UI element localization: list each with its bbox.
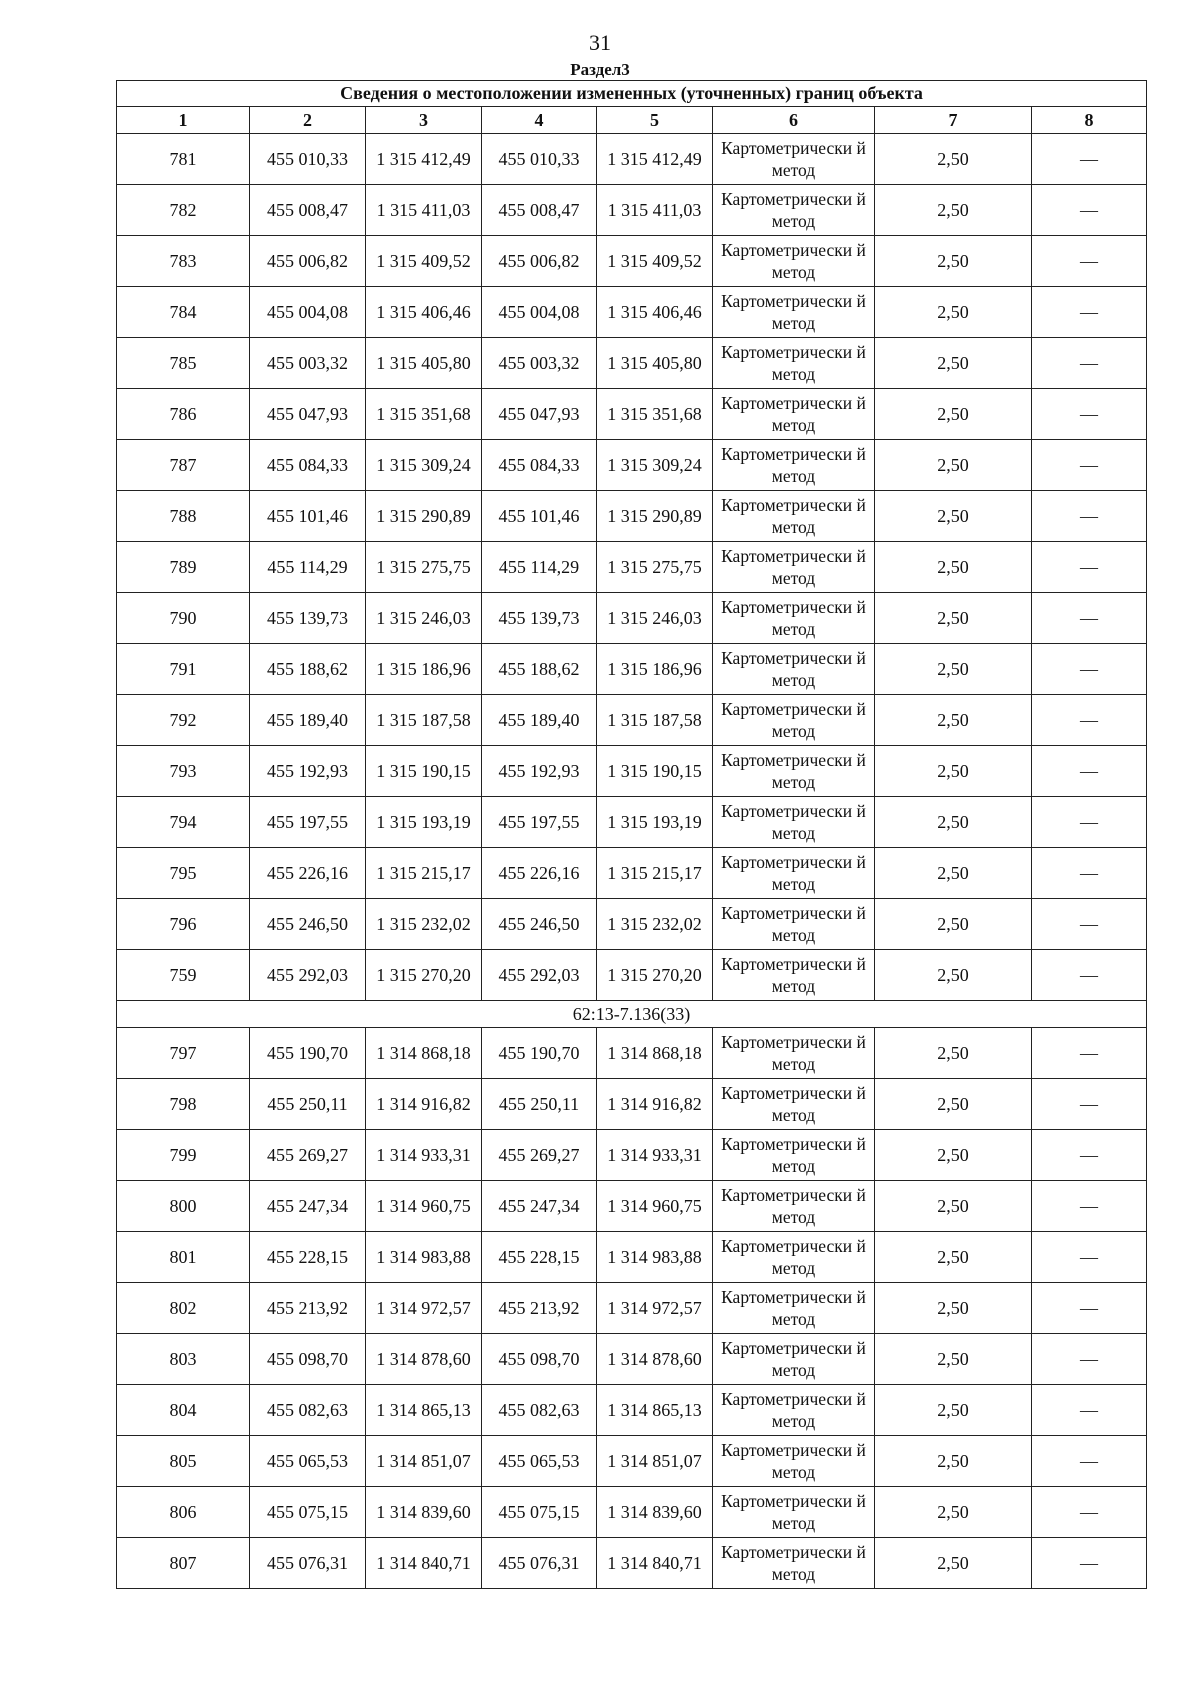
- table-row: [117, 542, 1147, 593]
- table-row: [117, 1538, 1147, 1589]
- method-cell: Картометрически й метод: [713, 695, 875, 746]
- point-number-cell: 791: [117, 644, 250, 695]
- point-number-cell: 803: [117, 1334, 250, 1385]
- accuracy-cell: 2,50: [875, 1538, 1032, 1589]
- x-existing-cell: 455 004,08: [250, 287, 366, 338]
- description-cell: —: [1032, 1130, 1147, 1181]
- method-cell: Картометрически й метод: [713, 1130, 875, 1181]
- description-cell: —: [1032, 746, 1147, 797]
- column-number-row: [117, 107, 1147, 134]
- description-cell: —: [1032, 1487, 1147, 1538]
- x-existing-cell: 455 250,11: [250, 1079, 366, 1130]
- point-number-cell: 806: [117, 1487, 250, 1538]
- accuracy-cell: 2,50: [875, 644, 1032, 695]
- method-cell: Картометрически й метод: [713, 1181, 875, 1232]
- y-new-cell: 1 315 193,19: [597, 797, 713, 848]
- x-existing-cell: 455 269,27: [250, 1130, 366, 1181]
- y-existing-cell: 1 315 351,68: [366, 389, 482, 440]
- x-new-cell: 455 047,93: [482, 389, 597, 440]
- x-new-cell: 455 228,15: [482, 1232, 597, 1283]
- column-header: 8: [1032, 107, 1147, 134]
- point-number-cell: 789: [117, 542, 250, 593]
- x-new-cell: 455 075,15: [482, 1487, 597, 1538]
- method-cell: Картометрически й метод: [713, 1538, 875, 1589]
- method-cell: Картометрически й метод: [713, 185, 875, 236]
- description-cell: —: [1032, 848, 1147, 899]
- y-existing-cell: 1 315 187,58: [366, 695, 482, 746]
- description-cell: —: [1032, 1538, 1147, 1589]
- method-cell: Картометрически й метод: [713, 491, 875, 542]
- accuracy-cell: 2,50: [875, 1487, 1032, 1538]
- method-cell: Картометрически й метод: [713, 950, 875, 1001]
- x-new-cell: 455 003,32: [482, 338, 597, 389]
- column-header: 2: [250, 107, 366, 134]
- x-existing-cell: 455 003,32: [250, 338, 366, 389]
- accuracy-cell: 2,50: [875, 542, 1032, 593]
- point-number-cell: 798: [117, 1079, 250, 1130]
- y-new-cell: 1 315 290,89: [597, 491, 713, 542]
- x-new-cell: 455 190,70: [482, 1028, 597, 1079]
- x-new-cell: 455 213,92: [482, 1283, 597, 1334]
- column-header: 4: [482, 107, 597, 134]
- point-number-cell: 792: [117, 695, 250, 746]
- x-existing-cell: 455 188,62: [250, 644, 366, 695]
- y-existing-cell: 1 315 193,19: [366, 797, 482, 848]
- accuracy-cell: 2,50: [875, 848, 1032, 899]
- accuracy-cell: 2,50: [875, 593, 1032, 644]
- x-new-cell: 455 269,27: [482, 1130, 597, 1181]
- y-new-cell: 1 315 232,02: [597, 899, 713, 950]
- accuracy-cell: 2,50: [875, 1079, 1032, 1130]
- y-existing-cell: 1 315 405,80: [366, 338, 482, 389]
- description-cell: —: [1032, 1385, 1147, 1436]
- accuracy-cell: 2,50: [875, 440, 1032, 491]
- point-number-cell: 790: [117, 593, 250, 644]
- accuracy-cell: 2,50: [875, 1181, 1032, 1232]
- x-existing-cell: 455 228,15: [250, 1232, 366, 1283]
- description-cell: —: [1032, 1283, 1147, 1334]
- x-existing-cell: 455 075,15: [250, 1487, 366, 1538]
- method-cell: Картометрически й метод: [713, 746, 875, 797]
- description-cell: —: [1032, 338, 1147, 389]
- table-row: [117, 797, 1147, 848]
- description-cell: —: [1032, 644, 1147, 695]
- table-body: [117, 81, 1147, 1589]
- table-row: [117, 1028, 1147, 1079]
- description-cell: —: [1032, 440, 1147, 491]
- y-new-cell: 1 314 972,57: [597, 1283, 713, 1334]
- point-number-cell: 796: [117, 899, 250, 950]
- table-row: [117, 950, 1147, 1001]
- method-cell: Картометрически й метод: [713, 440, 875, 491]
- x-existing-cell: 455 114,29: [250, 542, 366, 593]
- y-new-cell: 1 315 215,17: [597, 848, 713, 899]
- y-new-cell: 1 315 412,49: [597, 134, 713, 185]
- y-new-cell: 1 315 275,75: [597, 542, 713, 593]
- method-cell: Картометрически й метод: [713, 338, 875, 389]
- description-cell: —: [1032, 1079, 1147, 1130]
- x-existing-cell: 455 197,55: [250, 797, 366, 848]
- y-existing-cell: 1 315 275,75: [366, 542, 482, 593]
- y-existing-cell: 1 314 933,31: [366, 1130, 482, 1181]
- x-new-cell: 455 188,62: [482, 644, 597, 695]
- accuracy-cell: 2,50: [875, 287, 1032, 338]
- description-cell: —: [1032, 236, 1147, 287]
- y-existing-cell: 1 314 983,88: [366, 1232, 482, 1283]
- point-number-cell: 797: [117, 1028, 250, 1079]
- y-new-cell: 1 314 960,75: [597, 1181, 713, 1232]
- x-existing-cell: 455 065,53: [250, 1436, 366, 1487]
- point-number-cell: 785: [117, 338, 250, 389]
- y-existing-cell: 1 314 960,75: [366, 1181, 482, 1232]
- y-new-cell: 1 315 406,46: [597, 287, 713, 338]
- y-new-cell: 1 314 933,31: [597, 1130, 713, 1181]
- x-new-cell: 455 192,93: [482, 746, 597, 797]
- table-row: [117, 1079, 1147, 1130]
- page-number: 31: [589, 30, 611, 55]
- x-existing-cell: 455 076,31: [250, 1538, 366, 1589]
- method-cell: Картометрически й метод: [713, 1487, 875, 1538]
- description-cell: —: [1032, 695, 1147, 746]
- column-header: 5: [597, 107, 713, 134]
- accuracy-cell: 2,50: [875, 695, 1032, 746]
- point-number-cell: 781: [117, 134, 250, 185]
- x-new-cell: 455 101,46: [482, 491, 597, 542]
- method-cell: Картометрически й метод: [713, 593, 875, 644]
- table-row: [117, 491, 1147, 542]
- x-existing-cell: 455 047,93: [250, 389, 366, 440]
- description-cell: —: [1032, 287, 1147, 338]
- description-cell: —: [1032, 185, 1147, 236]
- description-cell: —: [1032, 1232, 1147, 1283]
- table-row: [117, 134, 1147, 185]
- y-new-cell: 1 315 411,03: [597, 185, 713, 236]
- y-existing-cell: 1 315 232,02: [366, 899, 482, 950]
- x-new-cell: 455 010,33: [482, 134, 597, 185]
- x-new-cell: 455 082,63: [482, 1385, 597, 1436]
- accuracy-cell: 2,50: [875, 185, 1032, 236]
- x-new-cell: 455 189,40: [482, 695, 597, 746]
- y-existing-cell: 1 314 839,60: [366, 1487, 482, 1538]
- accuracy-cell: 2,50: [875, 1436, 1032, 1487]
- table-row: [117, 644, 1147, 695]
- point-number-cell: 794: [117, 797, 250, 848]
- x-new-cell: 455 197,55: [482, 797, 597, 848]
- description-cell: —: [1032, 899, 1147, 950]
- accuracy-cell: 2,50: [875, 1334, 1032, 1385]
- y-new-cell: 1 315 351,68: [597, 389, 713, 440]
- point-number-cell: 802: [117, 1283, 250, 1334]
- table-row: [117, 338, 1147, 389]
- point-number-cell: 783: [117, 236, 250, 287]
- point-number-cell: 786: [117, 389, 250, 440]
- method-cell: Картометрически й метод: [713, 1436, 875, 1487]
- y-new-cell: 1 314 839,60: [597, 1487, 713, 1538]
- description-cell: —: [1032, 797, 1147, 848]
- y-new-cell: 1 314 840,71: [597, 1538, 713, 1589]
- y-new-cell: 1 315 186,96: [597, 644, 713, 695]
- x-existing-cell: 455 082,63: [250, 1385, 366, 1436]
- y-new-cell: 1 315 409,52: [597, 236, 713, 287]
- table-row: [117, 440, 1147, 491]
- y-new-cell: 1 314 865,13: [597, 1385, 713, 1436]
- x-existing-cell: 455 139,73: [250, 593, 366, 644]
- y-new-cell: 1 314 868,18: [597, 1028, 713, 1079]
- accuracy-cell: 2,50: [875, 389, 1032, 440]
- y-existing-cell: 1 314 865,13: [366, 1385, 482, 1436]
- x-new-cell: 455 084,33: [482, 440, 597, 491]
- y-existing-cell: 1 315 190,15: [366, 746, 482, 797]
- table-row: [117, 236, 1147, 287]
- x-existing-cell: 455 292,03: [250, 950, 366, 1001]
- section-title: Раздел3: [570, 60, 630, 79]
- y-existing-cell: 1 315 412,49: [366, 134, 482, 185]
- contour-label-row: [117, 1001, 1147, 1028]
- description-cell: —: [1032, 1334, 1147, 1385]
- x-new-cell: 455 247,34: [482, 1181, 597, 1232]
- table-row: [117, 746, 1147, 797]
- point-number-cell: 793: [117, 746, 250, 797]
- point-number-cell: 804: [117, 1385, 250, 1436]
- x-existing-cell: 455 010,33: [250, 134, 366, 185]
- point-number-cell: 759: [117, 950, 250, 1001]
- y-existing-cell: 1 315 290,89: [366, 491, 482, 542]
- method-cell: Картометрически й метод: [713, 236, 875, 287]
- accuracy-cell: 2,50: [875, 797, 1032, 848]
- x-existing-cell: 455 006,82: [250, 236, 366, 287]
- y-existing-cell: 1 314 851,07: [366, 1436, 482, 1487]
- y-existing-cell: 1 314 878,60: [366, 1334, 482, 1385]
- table-row: [117, 1232, 1147, 1283]
- x-existing-cell: 455 192,93: [250, 746, 366, 797]
- table-row: [117, 593, 1147, 644]
- description-cell: —: [1032, 542, 1147, 593]
- table-row: [117, 899, 1147, 950]
- method-cell: Картометрически й метод: [713, 848, 875, 899]
- accuracy-cell: 2,50: [875, 899, 1032, 950]
- method-cell: Картометрически й метод: [713, 1028, 875, 1079]
- table-row: [117, 695, 1147, 746]
- accuracy-cell: 2,50: [875, 1232, 1032, 1283]
- point-number-cell: 787: [117, 440, 250, 491]
- accuracy-cell: 2,50: [875, 236, 1032, 287]
- description-cell: —: [1032, 1436, 1147, 1487]
- y-existing-cell: 1 315 246,03: [366, 593, 482, 644]
- description-cell: —: [1032, 491, 1147, 542]
- accuracy-cell: 2,50: [875, 1385, 1032, 1436]
- method-cell: Картометрически й метод: [713, 389, 875, 440]
- method-cell: Картометрически й метод: [713, 1283, 875, 1334]
- column-header: 7: [875, 107, 1032, 134]
- x-new-cell: 455 008,47: [482, 185, 597, 236]
- y-existing-cell: 1 315 186,96: [366, 644, 482, 695]
- column-header: 1: [117, 107, 250, 134]
- method-cell: Картометрически й метод: [713, 542, 875, 593]
- table-row: [117, 1385, 1147, 1436]
- description-cell: —: [1032, 593, 1147, 644]
- y-existing-cell: 1 315 411,03: [366, 185, 482, 236]
- y-new-cell: 1 315 190,15: [597, 746, 713, 797]
- accuracy-cell: 2,50: [875, 134, 1032, 185]
- accuracy-cell: 2,50: [875, 1028, 1032, 1079]
- contour-label: 62:13-7.136(33): [117, 1001, 1147, 1028]
- point-number-cell: 784: [117, 287, 250, 338]
- method-cell: Картометрически й метод: [713, 134, 875, 185]
- point-number-cell: 795: [117, 848, 250, 899]
- method-cell: Картометрически й метод: [713, 1079, 875, 1130]
- method-cell: Картометрически й метод: [713, 1385, 875, 1436]
- x-new-cell: 455 139,73: [482, 593, 597, 644]
- x-new-cell: 455 098,70: [482, 1334, 597, 1385]
- x-existing-cell: 455 084,33: [250, 440, 366, 491]
- x-new-cell: 455 250,11: [482, 1079, 597, 1130]
- x-new-cell: 455 004,08: [482, 287, 597, 338]
- description-cell: —: [1032, 1028, 1147, 1079]
- y-existing-cell: 1 314 840,71: [366, 1538, 482, 1589]
- description-cell: —: [1032, 1181, 1147, 1232]
- table-row: [117, 287, 1147, 338]
- description-cell: —: [1032, 389, 1147, 440]
- description-cell: —: [1032, 134, 1147, 185]
- table-row: [117, 389, 1147, 440]
- table-caption-row: [117, 81, 1147, 107]
- y-new-cell: 1 315 187,58: [597, 695, 713, 746]
- y-existing-cell: 1 314 916,82: [366, 1079, 482, 1130]
- point-number-cell: 782: [117, 185, 250, 236]
- accuracy-cell: 2,50: [875, 1283, 1032, 1334]
- boundary-coordinates-table: [116, 80, 1147, 1589]
- y-existing-cell: 1 315 309,24: [366, 440, 482, 491]
- table-row: [117, 1283, 1147, 1334]
- table-row: [117, 1334, 1147, 1385]
- x-new-cell: 455 246,50: [482, 899, 597, 950]
- y-existing-cell: 1 314 868,18: [366, 1028, 482, 1079]
- y-new-cell: 1 314 983,88: [597, 1232, 713, 1283]
- y-existing-cell: 1 315 270,20: [366, 950, 482, 1001]
- accuracy-cell: 2,50: [875, 491, 1032, 542]
- point-number-cell: 805: [117, 1436, 250, 1487]
- accuracy-cell: 2,50: [875, 338, 1032, 389]
- y-existing-cell: 1 315 409,52: [366, 236, 482, 287]
- y-new-cell: 1 315 246,03: [597, 593, 713, 644]
- y-new-cell: 1 314 851,07: [597, 1436, 713, 1487]
- y-new-cell: 1 315 405,80: [597, 338, 713, 389]
- point-number-cell: 799: [117, 1130, 250, 1181]
- x-new-cell: 455 006,82: [482, 236, 597, 287]
- accuracy-cell: 2,50: [875, 1130, 1032, 1181]
- table-row: [117, 848, 1147, 899]
- method-cell: Картометрически й метод: [713, 797, 875, 848]
- description-cell: —: [1032, 950, 1147, 1001]
- x-new-cell: 455 226,16: [482, 848, 597, 899]
- x-new-cell: 455 076,31: [482, 1538, 597, 1589]
- x-existing-cell: 455 098,70: [250, 1334, 366, 1385]
- x-existing-cell: 455 101,46: [250, 491, 366, 542]
- table-row: [117, 185, 1147, 236]
- x-existing-cell: 455 189,40: [250, 695, 366, 746]
- accuracy-cell: 2,50: [875, 950, 1032, 1001]
- point-number-cell: 788: [117, 491, 250, 542]
- method-cell: Картометрически й метод: [713, 1334, 875, 1385]
- method-cell: Картометрически й метод: [713, 287, 875, 338]
- x-new-cell: 455 114,29: [482, 542, 597, 593]
- x-existing-cell: 455 247,34: [250, 1181, 366, 1232]
- method-cell: Картометрически й метод: [713, 1232, 875, 1283]
- table-row: [117, 1181, 1147, 1232]
- x-existing-cell: 455 213,92: [250, 1283, 366, 1334]
- table-row: [117, 1130, 1147, 1181]
- y-new-cell: 1 315 309,24: [597, 440, 713, 491]
- x-new-cell: 455 292,03: [482, 950, 597, 1001]
- method-cell: Картометрически й метод: [713, 899, 875, 950]
- point-number-cell: 800: [117, 1181, 250, 1232]
- column-header: 3: [366, 107, 482, 134]
- y-existing-cell: 1 314 972,57: [366, 1283, 482, 1334]
- point-number-cell: 807: [117, 1538, 250, 1589]
- y-new-cell: 1 314 916,82: [597, 1079, 713, 1130]
- y-existing-cell: 1 315 406,46: [366, 287, 482, 338]
- y-new-cell: 1 314 878,60: [597, 1334, 713, 1385]
- x-existing-cell: 455 226,16: [250, 848, 366, 899]
- x-existing-cell: 455 246,50: [250, 899, 366, 950]
- x-existing-cell: 455 190,70: [250, 1028, 366, 1079]
- y-existing-cell: 1 315 215,17: [366, 848, 482, 899]
- accuracy-cell: 2,50: [875, 746, 1032, 797]
- method-cell: Картометрически й метод: [713, 644, 875, 695]
- table-row: [117, 1436, 1147, 1487]
- x-existing-cell: 455 008,47: [250, 185, 366, 236]
- point-number-cell: 801: [117, 1232, 250, 1283]
- column-header: 6: [713, 107, 875, 134]
- table-row: [117, 1487, 1147, 1538]
- table-caption: Сведения о местоположении измененных (уточненных) границ объекта: [117, 81, 1147, 107]
- x-new-cell: 455 065,53: [482, 1436, 597, 1487]
- y-new-cell: 1 315 270,20: [597, 950, 713, 1001]
